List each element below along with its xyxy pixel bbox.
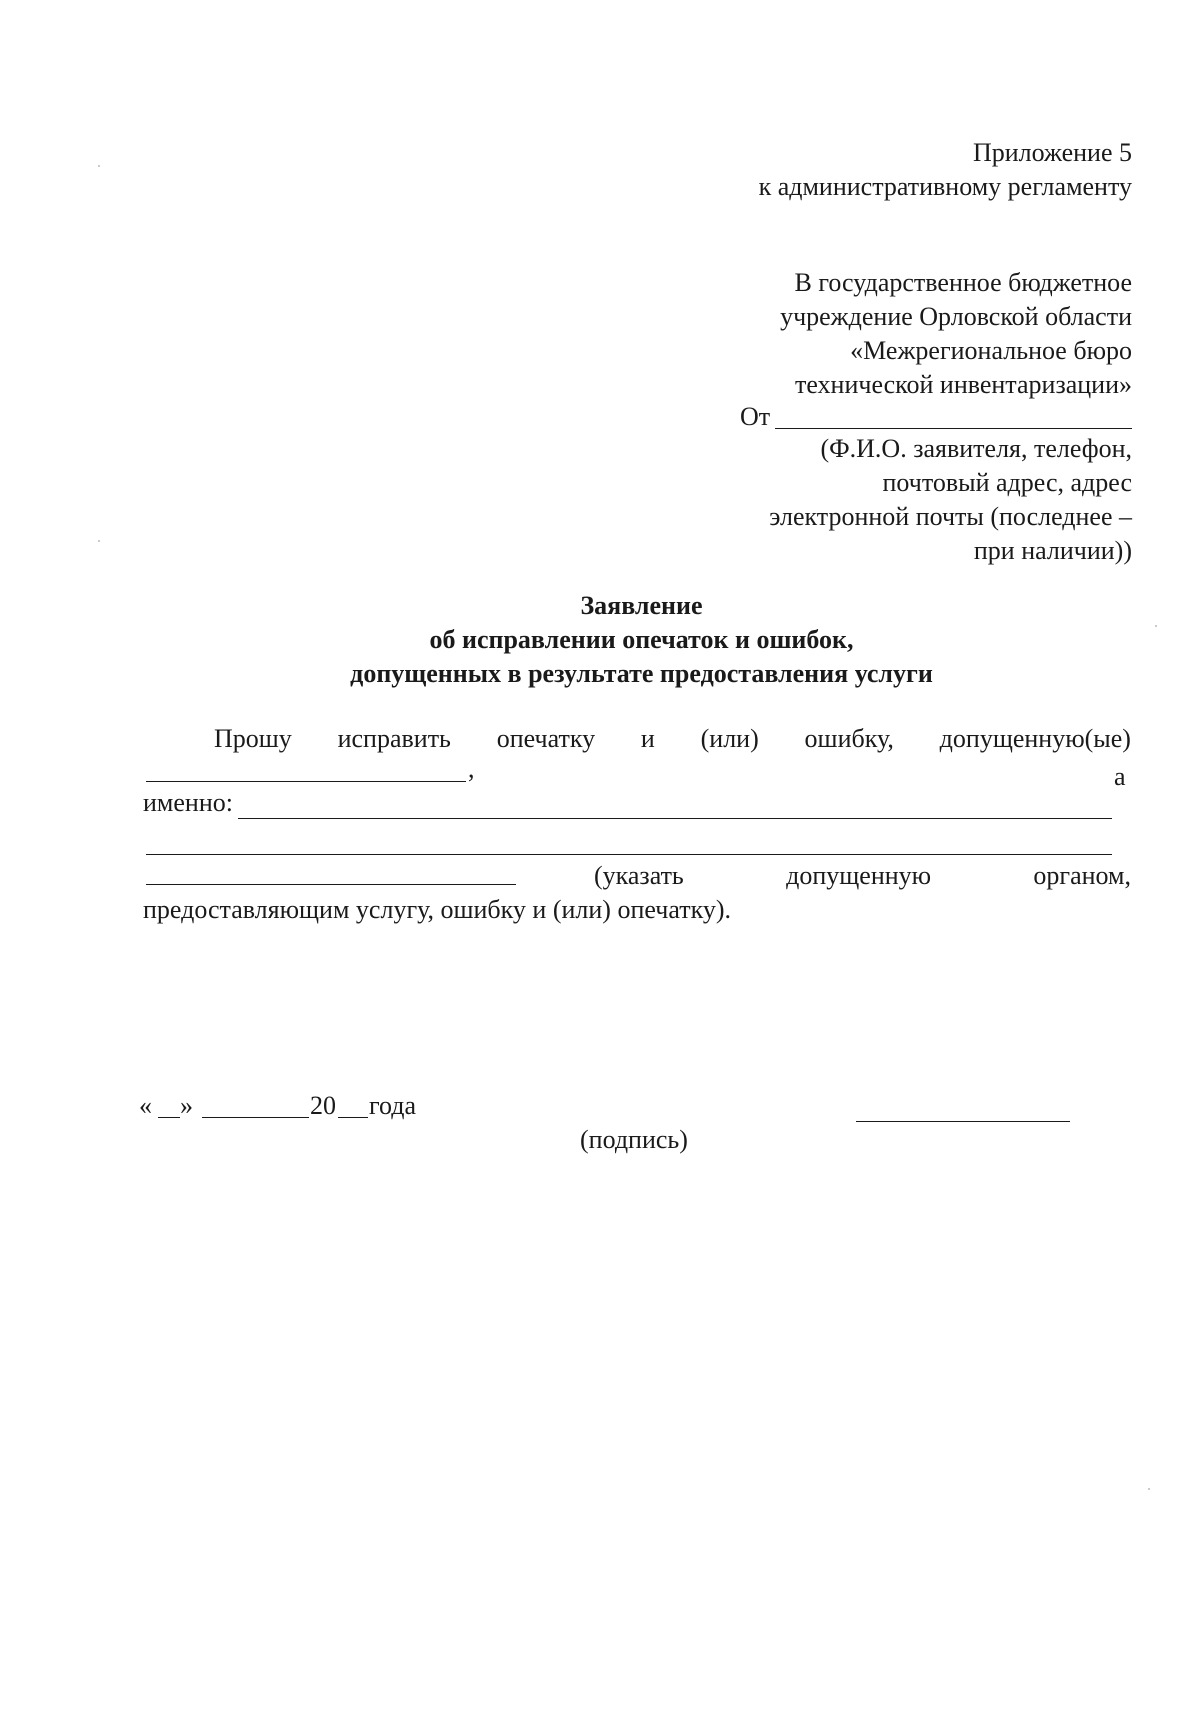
body-word: допущенную	[786, 861, 932, 890]
body-word: опечатку	[496, 724, 596, 753]
body-line-4	[594, 859, 1131, 892]
body-comma: ,	[468, 754, 475, 783]
date-year-suffix: года	[369, 1091, 417, 1120]
addressee-note-line: при наличии))	[973, 536, 1132, 565]
scan-speck	[98, 165, 100, 167]
addressee-line: «Межрегиональное бюро	[850, 336, 1132, 365]
details-blank-line-2	[146, 854, 1112, 855]
signature-blank-line	[856, 1121, 1070, 1122]
date-year-blank	[338, 1117, 368, 1118]
date-open-quote: «	[139, 1091, 152, 1120]
scan-speck	[1148, 1488, 1150, 1490]
body-word: и	[640, 724, 655, 753]
addressee-note-line: электронной почты (последнее –	[769, 502, 1132, 531]
scan-speck	[98, 540, 100, 542]
signature-label: (подпись)	[580, 1125, 688, 1154]
imenno-label: именно:	[143, 788, 233, 817]
document-subtitle-line: об исправлении опечаток и ошибок,	[429, 625, 854, 654]
details-blank-line	[238, 818, 1112, 819]
body-word: органом,	[1033, 861, 1131, 890]
body-word: исправить	[337, 724, 451, 753]
from-blank-line	[775, 428, 1132, 429]
body-word-a: а	[1114, 762, 1126, 791]
body-word: (указать	[594, 861, 684, 890]
document-title: Заявление	[580, 591, 703, 620]
appendix-number: Приложение 5	[972, 138, 1132, 167]
from-label: От	[740, 402, 771, 431]
addressee-line: учреждение Орловской области	[780, 302, 1132, 331]
document-blank-line	[146, 781, 466, 782]
body-word: Прошу	[214, 724, 292, 753]
body-line-5: предоставляющим услугу, ошибку и (или) опечатку).	[143, 895, 731, 924]
addressee-line: В государственное бюджетное	[794, 268, 1132, 297]
scan-speck	[1155, 625, 1157, 627]
appendix-reference: к административному регламенту	[758, 172, 1132, 201]
date-month-blank	[202, 1117, 309, 1118]
date-close-quote: »	[180, 1091, 193, 1120]
addressee-line: технической инвентаризации»	[794, 370, 1132, 399]
body-word: ошибку,	[804, 724, 894, 753]
body-line-1	[214, 722, 1131, 755]
body-word: допущенную(ые)	[939, 724, 1131, 753]
body-word: (или)	[700, 724, 759, 753]
date-day-blank	[158, 1117, 180, 1118]
addressee-note-line: почтовый адрес, адрес	[882, 468, 1132, 497]
document-subtitle-line: допущенных в результате предоставления услуги	[350, 659, 933, 688]
details-blank-line-3	[146, 884, 516, 885]
addressee-note-line: (Ф.И.О. заявителя, телефон,	[820, 434, 1132, 463]
date-year-prefix: 20	[310, 1091, 336, 1120]
